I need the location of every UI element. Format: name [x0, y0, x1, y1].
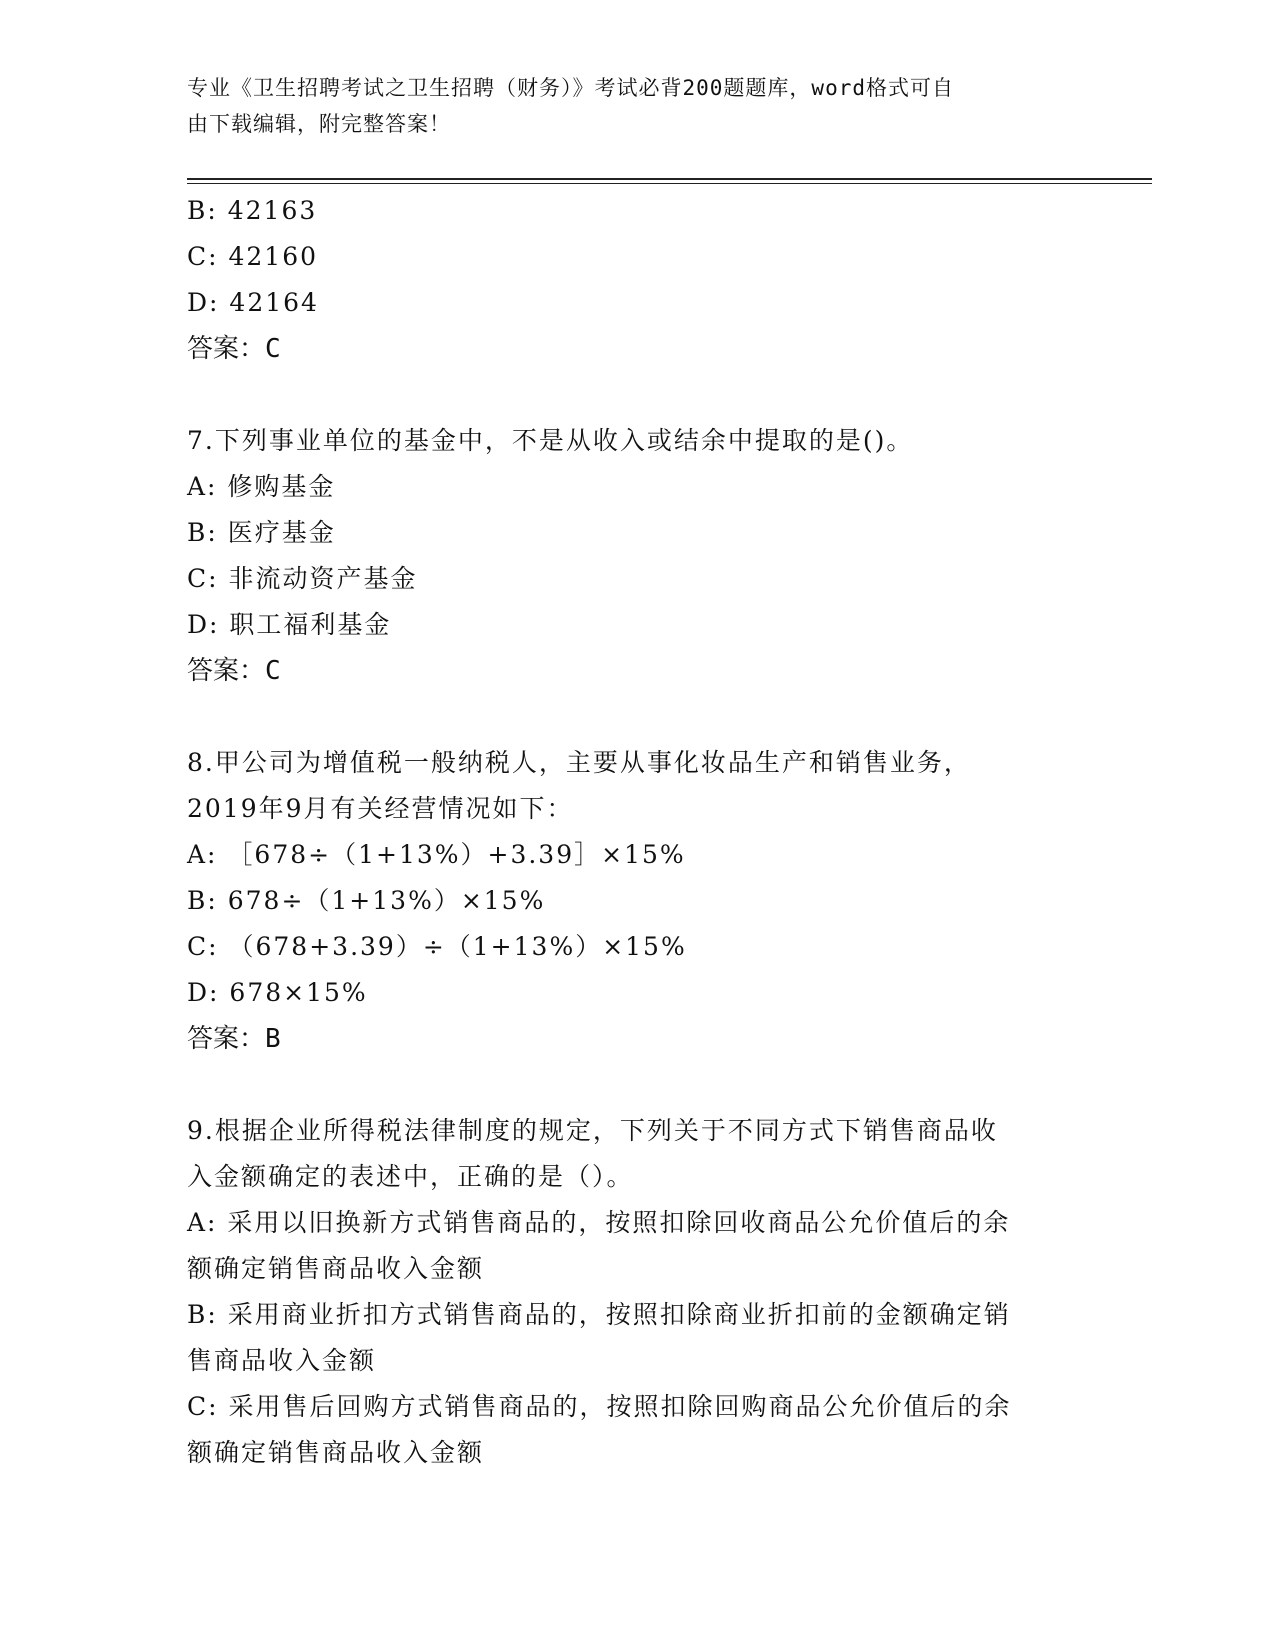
option-c: C: 非流动资产基金	[187, 564, 418, 593]
option-b-line-1: B: 采用商业折扣方式销售商品的，按照扣除商业折扣前的金额确定销	[187, 1300, 1011, 1329]
spacer	[187, 372, 1087, 418]
question-text-line-1: 8.甲公司为增值税一般纳税人，主要从事化妆品生产和销售业务，	[187, 748, 971, 777]
header-line-1: 专业《卫生招聘考试之卫生招聘（财务）》考试必背200题题库，word格式可自	[187, 76, 954, 100]
option-c-line-1: C: 采用售后回购方式销售商品的，按照扣除回购商品公允价值后的余	[187, 1392, 1012, 1421]
question-text: 7.下列事业单位的基金中，不是从收入或结余中提取的是()。	[187, 426, 914, 455]
question-text-line-2: 2019年9月有关经营情况如下：	[187, 794, 574, 823]
answer-line: 答案：C	[187, 334, 281, 364]
question-content	[187, 188, 1087, 1476]
option-b: B: 678÷（1+13%）×15%	[187, 886, 546, 915]
option-b: B: 医疗基金	[187, 518, 336, 547]
question-text-line-2: 入金额确定的表述中，正确的是（）。	[187, 1162, 634, 1191]
option-a: A: ［678÷（1+13%）+3.39］×15%	[187, 840, 686, 869]
option-c: C: （678+3.39）÷（1+13%）×15%	[187, 932, 687, 961]
question-text-line-1: 9.根据企业所得税法律制度的规定，下列关于不同方式下销售商品收	[187, 1116, 998, 1145]
option-b: B: 42163	[187, 196, 318, 225]
answer-line: 答案：C	[187, 656, 281, 686]
spacer	[187, 1062, 1087, 1108]
option-c-line-2: 额确定销售商品收入金额	[187, 1438, 485, 1467]
option-a-line-1: A: 采用以旧换新方式销售商品的，按照扣除回收商品公允价值后的余	[187, 1208, 1011, 1237]
question-8	[187, 740, 1087, 1062]
header-divider-thick	[187, 178, 1152, 180]
question-9	[187, 1108, 1087, 1476]
page-header	[187, 70, 1087, 142]
answer-line: 答案：B	[187, 1024, 281, 1054]
question-7	[187, 418, 1087, 694]
option-c: C: 42160	[187, 242, 319, 271]
option-a: A: 修购基金	[187, 472, 336, 501]
spacer	[187, 694, 1087, 740]
option-b-line-2: 售商品收入金额	[187, 1346, 377, 1375]
option-d: D: 42164	[187, 288, 319, 317]
option-a-line-2: 额确定销售商品收入金额	[187, 1254, 485, 1283]
header-divider-thin	[187, 183, 1152, 184]
option-d: D: 职工福利基金	[187, 610, 392, 639]
header-line-2: 由下载编辑，附完整答案！	[187, 112, 451, 136]
option-d: D: 678×15%	[187, 978, 368, 1007]
question-6-tail	[187, 188, 1087, 372]
